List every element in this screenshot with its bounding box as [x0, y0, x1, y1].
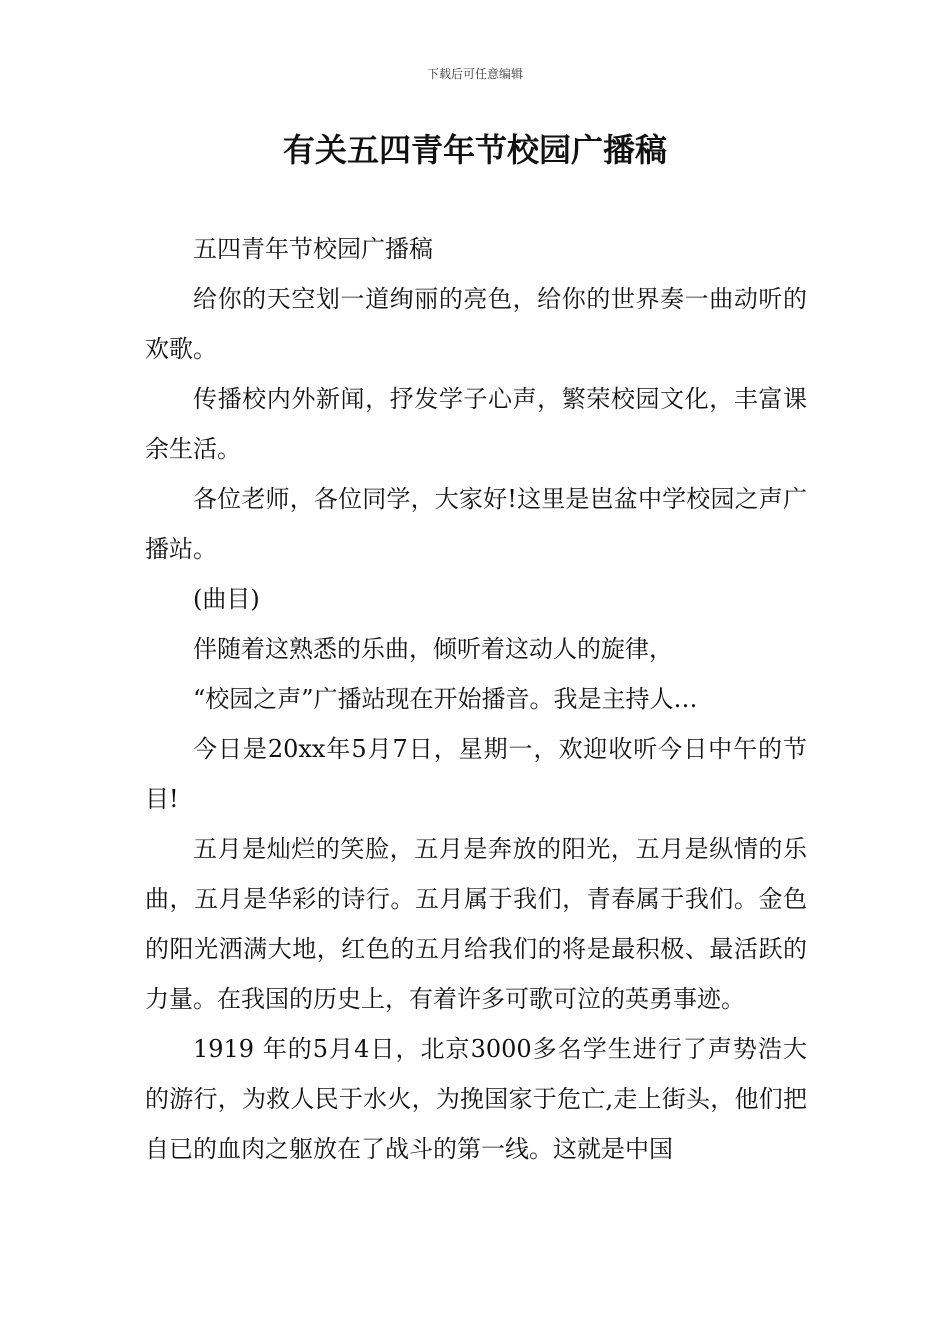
body-paragraph: “校园之声”广播站现在开始播音。我是主持人… [193, 685, 698, 713]
body-paragraph: 给你的天空划一道绚丽的亮色，给你的世界奏一曲动听的欢歌。 [145, 285, 807, 363]
body-paragraph: 伴随着这熟悉的乐曲，倾听着这动人的旋律， [193, 635, 673, 663]
body-paragraph: (曲目) [193, 585, 260, 613]
body-paragraph: 各位老师，各位同学，大家好!这里是岜盆中学校园之声广播站。 [145, 485, 807, 563]
header-note: 下载后可任意编辑 [426, 67, 523, 81]
body-paragraph: 五月是灿烂的笑脸，五月是奔放的阳光，五月是纵情的乐曲，五月是华彩的诗行。五月属于我们，青春属于我们。金色的阳光洒满大地，红色的五月给我们的将是最积极、最活跃的力量。在我国的历史上，有着许多可歌可泣的英勇事迹。 [145, 835, 807, 1013]
document-title: 有关五四青年节校园广播稿 [282, 131, 667, 169]
body-paragraph: 今日是20xx年5月7日，星期一，欢迎收听今日中午的节目! [145, 735, 807, 813]
body-paragraph: 五四青年节校园广播稿 [193, 235, 433, 263]
document-body [145, 224, 807, 1174]
body-paragraph: 1919 年的5月4日，北京3000多名学生进行了声势浩大的游行，为救人民于水火，为挽国家于危亡,走上街头，他们把自已的血肉之躯放在了战斗的第一线。这就是中国 [145, 1035, 807, 1163]
body-paragraph: 传播校内外新闻，抒发学子心声，繁荣校园文化，丰富课余生活。 [145, 385, 807, 463]
